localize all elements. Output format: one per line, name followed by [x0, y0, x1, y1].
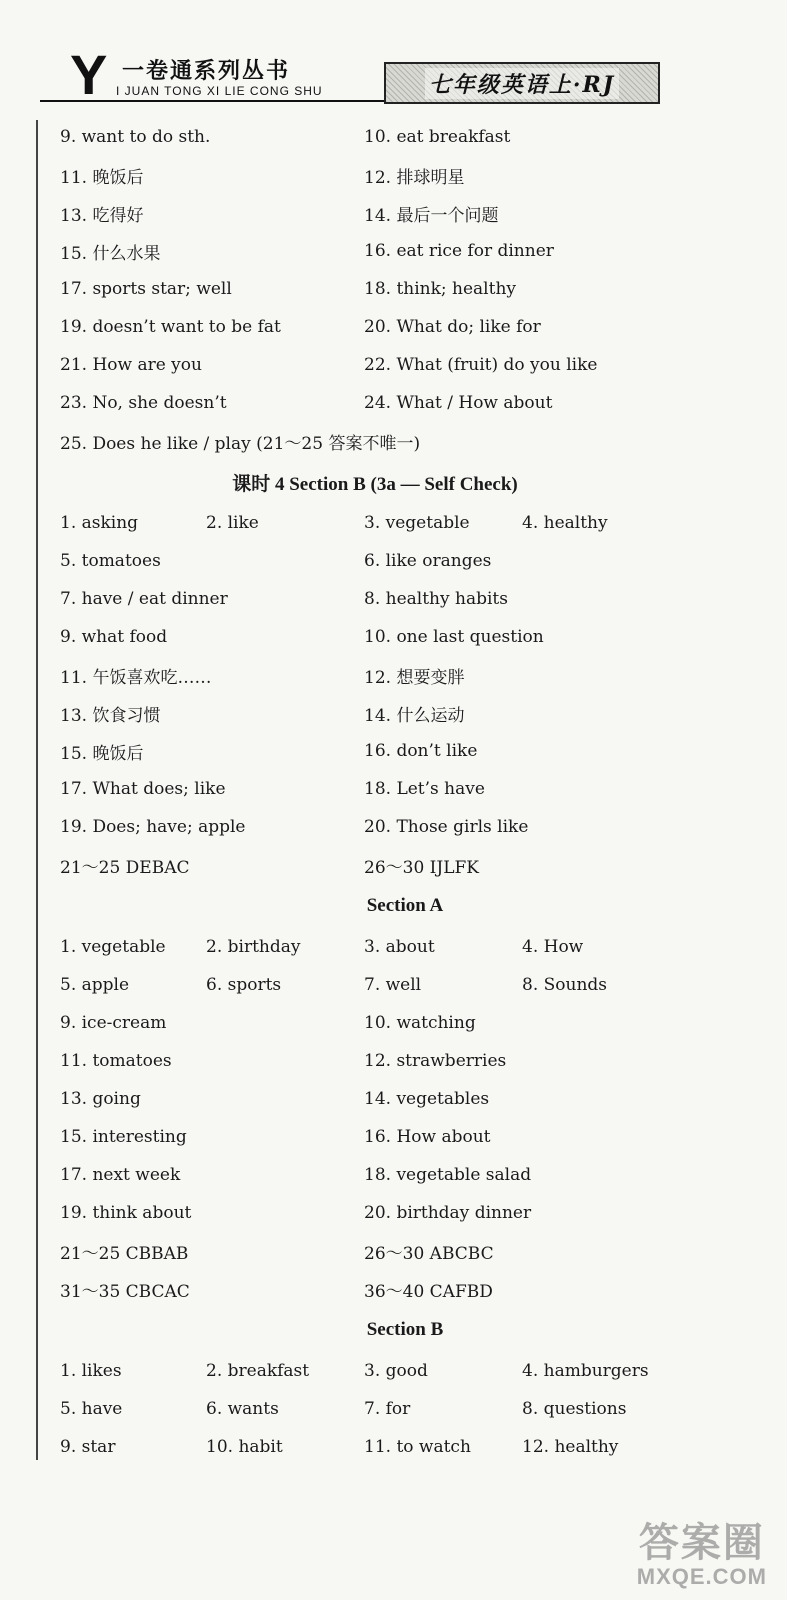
answer-row — [60, 580, 750, 618]
answer-row — [60, 156, 750, 194]
header-divider — [40, 100, 385, 102]
grade-label: 七年级英语上·RJ — [425, 68, 619, 99]
answer-item: 1. vegetable — [60, 937, 166, 957]
answer-row — [60, 846, 750, 884]
answer-row — [60, 118, 750, 156]
answer-item: 11. 晚饭后 — [60, 167, 144, 188]
answer-row — [60, 270, 750, 308]
answer-item: 7. have / eat dinner — [60, 589, 228, 609]
answer-item: 20. Those girls like — [364, 817, 529, 837]
answer-item: 9. star — [60, 1437, 116, 1457]
answer-item: 9. want to do sth. — [60, 127, 211, 147]
answer-item: 12. healthy — [522, 1437, 619, 1457]
answer-item: 5. apple — [60, 975, 130, 995]
answer-row — [60, 1390, 750, 1428]
answer-item: 6. like oranges — [364, 551, 492, 571]
answer-row — [60, 1232, 750, 1270]
answer-item: 15. 晚饭后 — [60, 743, 144, 764]
answer-item: 7. well — [364, 975, 422, 995]
answer-item: 4. hamburgers — [522, 1361, 649, 1381]
answer-item: 5. have — [60, 1399, 123, 1419]
answer-item: 14. 最后一个问题 — [364, 205, 499, 226]
answer-item: 16. How about — [364, 1127, 491, 1147]
series-title: 一卷通系列丛书 — [122, 59, 291, 84]
answer-item: 8. questions — [522, 1399, 627, 1419]
answer-item: 21～25 DEBAC — [60, 857, 190, 878]
answer-item: 15. interesting — [60, 1127, 187, 1147]
answer-item: 24. What / How about — [364, 393, 553, 413]
answer-item: 8. healthy habits — [364, 589, 508, 609]
answer-row — [60, 308, 750, 346]
answer-item: 31～35 CBCAC — [60, 1281, 190, 1302]
watermark-url: MXQE.COM — [636, 1564, 767, 1589]
answer-item: 13. 吃得好 — [60, 205, 144, 226]
answer-row — [60, 1004, 750, 1042]
answer-row — [60, 422, 750, 460]
grade-badge — [384, 62, 660, 104]
section-heading: Section A — [366, 895, 444, 916]
answer-row — [60, 1194, 750, 1232]
answer-item: 21～25 CBBAB — [60, 1243, 189, 1264]
answer-item: 10. watching — [364, 1013, 476, 1033]
answer-item: 17. sports star; well — [60, 279, 232, 299]
answer-row — [60, 1080, 750, 1118]
answer-item: 1. asking — [60, 513, 139, 533]
answer-row — [60, 1156, 750, 1194]
answer-item: 2. breakfast — [206, 1361, 310, 1381]
answer-item: 19. Does; have; apple — [60, 817, 246, 837]
answer-row — [60, 1118, 750, 1156]
left-margin-rule — [36, 120, 38, 1460]
answer-item: 12. 排球明星 — [364, 167, 465, 188]
answer-row — [60, 1042, 750, 1080]
answer-item: 14. 什么运动 — [364, 705, 465, 726]
answer-row — [60, 346, 750, 384]
answer-row — [60, 1352, 750, 1390]
answer-item: 22. What (fruit) do you like — [364, 355, 598, 375]
page-header — [0, 0, 787, 110]
answer-item: 3. good — [364, 1361, 428, 1381]
answer-row — [60, 770, 750, 808]
answer-item: 13. 饮食习惯 — [60, 705, 161, 726]
answer-item: 6. wants — [206, 1399, 279, 1419]
answer-item: 2. like — [206, 513, 259, 533]
answer-item: 3. about — [364, 937, 435, 957]
answer-row — [60, 928, 750, 966]
answer-row — [60, 384, 750, 422]
answer-item: 4. healthy — [522, 513, 608, 533]
answer-item: 4. How — [522, 937, 584, 957]
answer-item: 16. eat rice for dinner — [364, 241, 554, 261]
answer-item: 18. Let’s have — [364, 779, 485, 799]
answer-item: 36～40 CAFBD — [364, 1281, 493, 1302]
answer-content — [60, 118, 750, 1466]
answer-item: 11. 午饭喜欢吃…… — [60, 667, 212, 688]
answer-row — [60, 1270, 750, 1308]
answer-item: 17. What does; like — [60, 779, 226, 799]
answer-block-2 — [60, 504, 750, 884]
answer-row — [60, 656, 750, 694]
answer-item: 12. strawberries — [364, 1051, 507, 1071]
answer-item: 1. likes — [60, 1361, 122, 1381]
answer-item: 25. Does he like / play (21～25 答案不唯一) — [60, 433, 421, 454]
answer-row — [60, 966, 750, 1004]
answer-item: 17. next week — [60, 1165, 181, 1185]
answer-row — [60, 1428, 750, 1466]
site-watermark — [637, 1511, 767, 1590]
series-logo: Y — [70, 43, 108, 106]
answer-item: 19. think about — [60, 1203, 192, 1223]
answer-row — [60, 194, 750, 232]
answer-item: 21. How are you — [60, 355, 202, 375]
watermark-logo-text: 答案圈 — [638, 1521, 765, 1565]
section-heading: 课时 4 Section B (3a — Self Check) — [232, 473, 518, 495]
answer-row — [60, 542, 750, 580]
series-subtitle: I JUAN TONG XI LIE CONG SHU — [116, 84, 323, 98]
answer-item: 26～30 ABCBC — [364, 1243, 494, 1264]
answer-item: 9. what food — [60, 627, 168, 647]
answer-item: 18. think; healthy — [364, 279, 517, 299]
answer-item: 26～30 IJLFK — [364, 857, 479, 878]
answer-item: 10. eat breakfast — [364, 127, 511, 147]
answer-item: 9. ice-cream — [60, 1013, 167, 1033]
answer-row — [60, 618, 750, 656]
answer-item: 3. vegetable — [364, 513, 470, 533]
answer-item: 6. sports — [206, 975, 282, 995]
answer-item: 10. one last question — [364, 627, 544, 647]
answer-row — [60, 732, 750, 770]
answer-item: 20. birthday dinner — [364, 1203, 532, 1223]
answer-item: 5. tomatoes — [60, 551, 161, 571]
answer-item: 13. going — [60, 1089, 141, 1109]
answer-item: 12. 想要变胖 — [364, 667, 465, 688]
answer-item: 23. No, she doesn’t — [60, 393, 227, 413]
answer-row — [60, 694, 750, 732]
answer-block-3 — [60, 928, 750, 1308]
answer-item: 14. vegetables — [364, 1089, 490, 1109]
answer-item: 11. to watch — [364, 1437, 471, 1457]
answer-row — [60, 808, 750, 846]
answer-item: 18. vegetable salad — [364, 1165, 532, 1185]
answer-item: 8. Sounds — [522, 975, 608, 995]
section-heading: Section B — [366, 1319, 444, 1340]
answer-item: 2. birthday — [206, 937, 301, 957]
answer-item: 7. for — [364, 1399, 411, 1419]
answer-item: 16. don’t like — [364, 741, 478, 761]
answer-row — [60, 232, 750, 270]
answer-item: 19. doesn’t want to be fat — [60, 317, 281, 337]
answer-item: 10. habit — [206, 1437, 283, 1457]
answer-block-1 — [60, 118, 750, 460]
answer-block-4 — [60, 1352, 750, 1466]
answer-item: 11. tomatoes — [60, 1051, 172, 1071]
answer-row — [60, 504, 750, 542]
answer-item: 20. What do; like for — [364, 317, 541, 337]
answer-item: 15. 什么水果 — [60, 243, 161, 264]
